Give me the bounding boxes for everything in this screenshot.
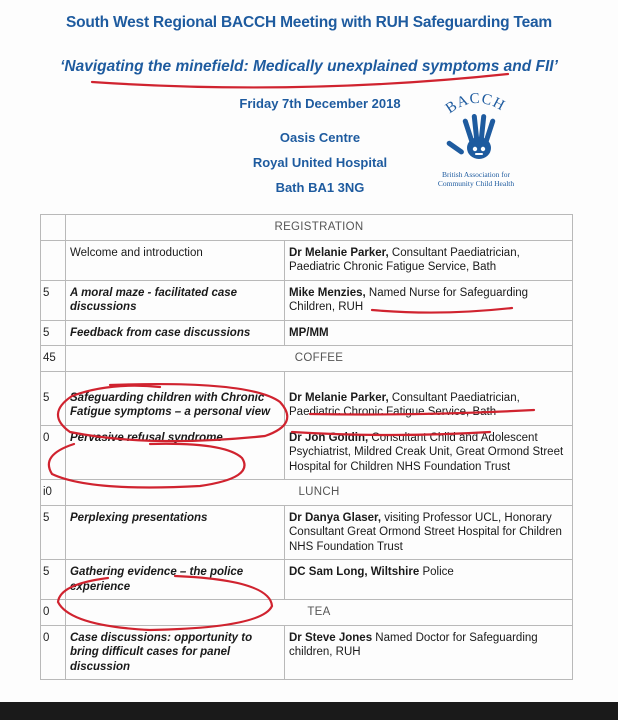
break-label: REGISTRATION — [66, 215, 573, 241]
table-row: 0 Pervasive refusal syndrome Dr Jon Goldin, Consultant Child and Adolescent Psychiatrist, Mildred Creak Unit, Great Ormond Street Hospital for Children NHS Foundation Trust — [41, 425, 573, 480]
break-label: COFFEE — [66, 346, 573, 372]
table-row: 0 TEA — [41, 600, 573, 626]
bacch-logo — [425, 86, 529, 172]
session-title: Case discussions: opportunity to bring difficult cases for panel discussion — [66, 625, 285, 680]
session-title: Gathering evidence – the police experience — [66, 560, 285, 600]
speaker: DC Sam Long, Wiltshire Police — [285, 560, 573, 600]
session-title: Pervasive refusal syndrome — [66, 425, 285, 480]
table-row: 0 Case discussions: opportunity to bring difficult cases for panel discussion Dr Steve Jones Named Doctor for Safeguarding children, RUH — [41, 625, 573, 680]
break-label: LUNCH — [66, 480, 573, 506]
table-row: 5 A moral maze - facilitated case discussions Mike Menzies, Named Nurse for Safeguarding Children, RUH — [41, 280, 573, 320]
session-title: A moral maze - facilitated case discussions — [66, 280, 285, 320]
speaker: Dr Danya Glaser, visiting Professor UCL, Honorary Consultant Great Ormond Street Hospital for Children NHS Foundation Trust — [285, 505, 573, 560]
speaker: Dr Melanie Parker, Consultant Paediatrician, Paediatric Chronic Fatigue Service, Bath — [285, 371, 573, 425]
table-row: 5 Gathering evidence – the police experience DC Sam Long, Wiltshire Police — [41, 560, 573, 600]
venue-line-2: Royal United Hospital — [252, 155, 388, 170]
speaker: MP/MM — [285, 320, 573, 346]
speaker: Dr Steve Jones Named Doctor for Safeguarding children, RUH — [285, 625, 573, 680]
table-row: i0 LUNCH — [41, 480, 573, 506]
venue-line-1: Oasis Centre — [279, 130, 361, 145]
speaker: Dr Jon Goldin, Consultant Child and Adolescent Psychiatrist, Mildred Creak Unit, Great Ormond Street Hospital for Children NHS Foundation Trust — [285, 425, 573, 480]
speaker: Dr Melanie Parker, Consultant Paediatrician, Paediatric Chronic Fatigue Service, Bath — [285, 240, 573, 280]
schedule-table — [40, 214, 573, 680]
table-row: 5 Safeguarding children with Chronic Fatigue symptoms – a personal view Dr Melanie Parker, Consultant Paediatrician, Paediatric Chronic Fatigue Service, Bath — [41, 371, 573, 425]
bottom-border — [0, 702, 618, 720]
session-title: Safeguarding children with Chronic Fatigue symptoms – a personal view — [66, 371, 285, 425]
bacch-wordmark: BACCH — [442, 90, 508, 118]
table-row: 45 COFFEE — [41, 346, 573, 372]
session-title: Welcome and introduction — [66, 240, 285, 280]
hand-icon — [446, 114, 496, 159]
table-row: 5 Perplexing presentations Dr Danya Glaser, visiting Professor UCL, Honorary Consultant Great Ormond Street Hospital for Children NHS Foundation Trust — [41, 505, 573, 560]
table-row — [41, 240, 573, 280]
speaker: Mike Menzies, Named Nurse for Safeguarding Children, RUH — [285, 280, 573, 320]
venue-line-3: Bath BA1 3NG — [275, 180, 365, 195]
table-row — [41, 215, 573, 241]
meeting-title: South West Regional BACCH Meeting with RUH Safeguarding Team — [65, 14, 553, 31]
meeting-date: Friday 7th December 2018 — [239, 96, 401, 111]
session-title: Feedback from case discussions — [66, 320, 285, 346]
logo-caption-2: Community Child Health — [437, 179, 515, 188]
session-title: Perplexing presentations — [66, 505, 285, 560]
table-row: 5 Feedback from case discussions MP/MM — [41, 320, 573, 346]
meeting-subtitle: ‘Navigating the minefield: Medically unexplained symptoms and FII’ — [60, 58, 558, 75]
logo-caption-1: British Association for — [442, 170, 510, 179]
break-label: TEA — [66, 600, 573, 626]
